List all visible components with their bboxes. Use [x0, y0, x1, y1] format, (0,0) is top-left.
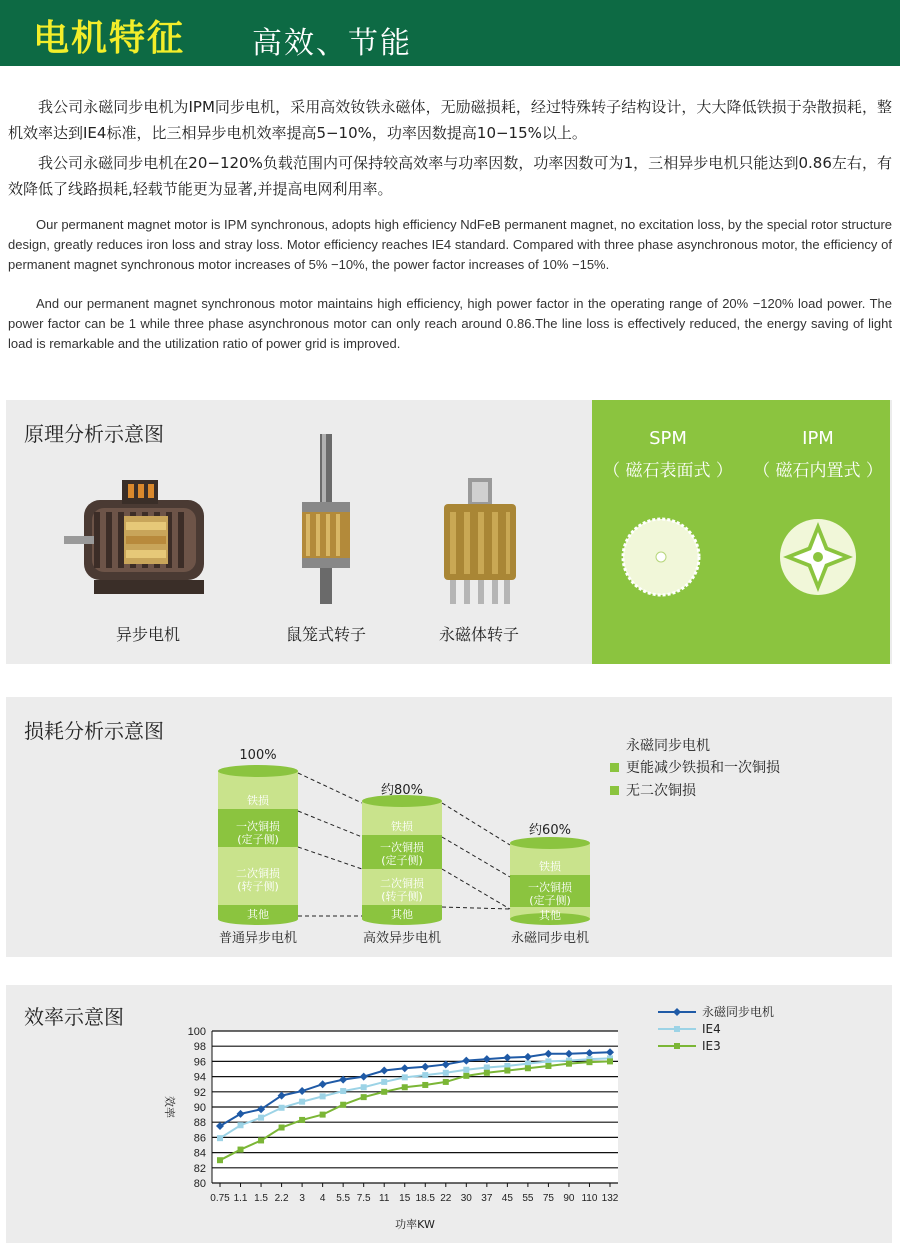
spm-rotor-diagram — [620, 516, 702, 598]
x-tick-label: 1.5 — [254, 1193, 269, 1204]
data-point — [484, 1070, 490, 1076]
data-point — [381, 1079, 387, 1085]
y-tick-label: 94 — [193, 1071, 206, 1084]
loss-cylinders-diagram — [6, 697, 892, 957]
x-tick-label: 75 — [542, 1193, 554, 1204]
page-title: 电机特征 — [33, 18, 186, 59]
x-tick-label: 15 — [399, 1193, 411, 1204]
data-point — [238, 1122, 244, 1128]
x-tick-label: 7.5 — [356, 1193, 371, 1204]
ipm-rotor-diagram — [777, 516, 859, 598]
loss-panel — [6, 697, 892, 957]
y-tick-label: 100 — [187, 1026, 206, 1038]
cyl-1-percent: 100% — [239, 748, 277, 763]
data-point — [361, 1094, 367, 1100]
x-tick-label: 30 — [460, 1193, 472, 1204]
ipm-label: IPM — [802, 428, 834, 449]
data-point — [361, 1084, 367, 1090]
legend-marker-0 — [673, 1008, 681, 1016]
x-tick-label: 0.75 — [210, 1193, 230, 1204]
cyl-1-seg-secondary-copper: 二次铜损 (转子侧) — [236, 867, 280, 893]
x-tick-label: 4 — [319, 1193, 326, 1204]
data-point — [422, 1082, 428, 1088]
cyl-3-seg-primary-copper: 一次铜损 (定子侧) — [528, 881, 572, 907]
caption-pm-rotor: 永磁体转子 — [438, 625, 519, 644]
x-tick-label: 37 — [481, 1193, 493, 1204]
data-point — [258, 1115, 264, 1121]
loss-legend-item-1: 更能减少铁损和一次铜损 — [626, 760, 780, 776]
data-point — [586, 1059, 592, 1065]
cyl-3-label: 永磁同步电机 — [510, 931, 589, 946]
data-point — [504, 1068, 510, 1074]
loss-legend-item-2: 无二次铜损 — [626, 783, 696, 799]
data-point — [402, 1074, 408, 1080]
data-point — [279, 1105, 285, 1111]
spm-ipm-box — [592, 400, 890, 664]
loss-legend-title: 永磁同步电机 — [626, 738, 710, 754]
cyl-3-percent: 约60% — [529, 823, 571, 838]
x-tick-label: 22 — [440, 1193, 452, 1204]
caption-squirrel-cage-rotor: 鼠笼式转子 — [285, 625, 366, 644]
y-tick-label: 92 — [193, 1086, 206, 1099]
y-tick-label: 82 — [193, 1162, 206, 1175]
cyl-1-seg-iron: 铁损 — [247, 794, 269, 807]
data-point — [320, 1093, 326, 1099]
cyl-3-seg-other: 其他 — [539, 909, 561, 922]
data-point — [443, 1079, 449, 1085]
cyl-1-seg-primary-copper: 一次铜损 (定子侧) — [236, 820, 280, 846]
data-point — [443, 1070, 449, 1076]
x-tick-label: 132 — [601, 1193, 619, 1204]
y-tick-label: 86 — [193, 1132, 206, 1145]
data-point — [484, 1064, 490, 1070]
legend-marker-2 — [674, 1043, 680, 1049]
data-point — [320, 1112, 326, 1118]
x-tick-label: 110 — [581, 1193, 598, 1204]
x-tick-label: 2.2 — [274, 1193, 289, 1204]
squirrel-cage-rotor-image — [296, 434, 356, 606]
data-point — [340, 1102, 346, 1108]
y-axis-label: 效率 — [163, 1096, 176, 1118]
data-point — [566, 1061, 572, 1067]
cyl-2-seg-primary-copper: 一次铜损 (定子侧) — [380, 841, 424, 867]
data-point — [381, 1089, 387, 1095]
x-tick-label: 3 — [299, 1193, 305, 1204]
x-tick-label: 45 — [501, 1193, 513, 1204]
data-point — [217, 1157, 223, 1163]
data-point — [463, 1067, 469, 1073]
data-point — [463, 1073, 469, 1079]
legend-label-2: IE3 — [702, 1039, 721, 1053]
efficiency-title: 效率示意图 — [24, 1005, 124, 1029]
cyl-2-seg-iron: 铁损 — [391, 820, 413, 833]
spm-label: SPM — [649, 428, 687, 449]
cyl-1-label: 普通异步电机 — [218, 931, 297, 946]
efficiency-panel — [6, 985, 892, 1243]
data-point — [238, 1147, 244, 1153]
y-tick-label: 88 — [193, 1117, 206, 1130]
x-tick-label: 55 — [522, 1193, 534, 1204]
pm-rotor-image — [438, 478, 522, 606]
data-point — [402, 1084, 408, 1090]
intro-en-paragraph-1: Our permanent magnet motor is IPM synchronous, adopts high efficiency NdFeB permanent magnet, no excitation loss, by the special rotor structure design, greatly reduces iron loss and stray loss. Motor efficiency reaches IE4 standard. Compared with three phase asynchronous motor, the efficiency of permanent magnet synchronous motor increases of 5% −10%, the power factor increases of 10% −15%. — [8, 217, 892, 272]
x-tick-label: 1.1 — [233, 1193, 248, 1204]
caption-async-motor: 异步电机 — [115, 625, 180, 644]
principle-title: 原理分析示意图 — [24, 422, 164, 446]
page-subtitle: 高效、节能 — [252, 26, 412, 61]
loss-title: 损耗分析示意图 — [24, 719, 164, 743]
data-point — [258, 1137, 264, 1143]
intro-cn-paragraph-2: 我公司永磁同步电机在20−120%负载范围内可保持较高效率与功率因数，功率因数可为1，三相异步电机只能达到0.86左右，有效降低了线路损耗,轻载节能更为显著,并提高电网利用率。 — [8, 154, 892, 198]
y-tick-label: 80 — [193, 1178, 206, 1190]
async-motor-image — [64, 470, 234, 605]
cyl-3-seg-iron: 铁损 — [539, 860, 561, 873]
cyl-2-label: 高效异步电机 — [362, 931, 441, 946]
x-tick-label: 18.5 — [415, 1193, 435, 1204]
data-point — [299, 1099, 305, 1105]
y-tick-label: 90 — [193, 1102, 206, 1114]
data-point — [545, 1063, 551, 1069]
data-point — [525, 1065, 531, 1071]
x-tick-label: 5.5 — [336, 1193, 351, 1204]
data-point — [279, 1125, 285, 1131]
y-tick-label: 84 — [193, 1147, 206, 1160]
spm-desc: （ 磁石表面式 ） — [603, 461, 733, 481]
x-tick-label: 11 — [379, 1193, 390, 1204]
data-point — [217, 1135, 223, 1141]
data-point — [299, 1117, 305, 1123]
cyl-2-seg-other: 其他 — [391, 908, 413, 921]
efficiency-chart — [6, 985, 892, 1243]
data-point — [607, 1058, 613, 1064]
legend-marker-1 — [674, 1026, 680, 1032]
cyl-2-seg-secondary-copper: 二次铜损 (转子侧) — [380, 877, 424, 903]
y-tick-label: 98 — [193, 1041, 206, 1054]
intro-en-paragraph-2: And our permanent magnet synchronous motor maintains high efficiency, high power factor in the operating range of 20% −120% load power. The power factor can be 1 while three phase asynchronous motor can only reach around 0.86.The line loss is effectively reduced, the energy saving of light load is remarkable and the utilization ratio of power grid is improved. — [8, 296, 892, 351]
x-tick-label: 90 — [563, 1193, 575, 1204]
data-point — [340, 1088, 346, 1094]
header-bar — [0, 0, 900, 66]
y-tick-label: 96 — [193, 1056, 206, 1069]
legend-label-1: IE4 — [702, 1022, 721, 1036]
cyl-1-seg-other: 其他 — [247, 908, 269, 921]
cyl-2-percent: 约80% — [381, 783, 423, 798]
x-axis-label: 功率KW — [395, 1218, 435, 1231]
ipm-desc: （ 磁石内置式 ） — [753, 461, 883, 481]
data-point — [422, 1072, 428, 1078]
legend-label-0: 永磁同步电机 — [702, 1005, 775, 1019]
intro-cn-paragraph-1: 我公司永磁同步电机为IPM同步电机，采用高效钕铁永磁体，无励磁损耗，经过特殊转子结构设计，大大降低铁损于杂散损耗，整机效率达到IE4标准，比三相异步电机效率提高5−10%，功率因数提高10−15%以上。 — [8, 98, 892, 142]
